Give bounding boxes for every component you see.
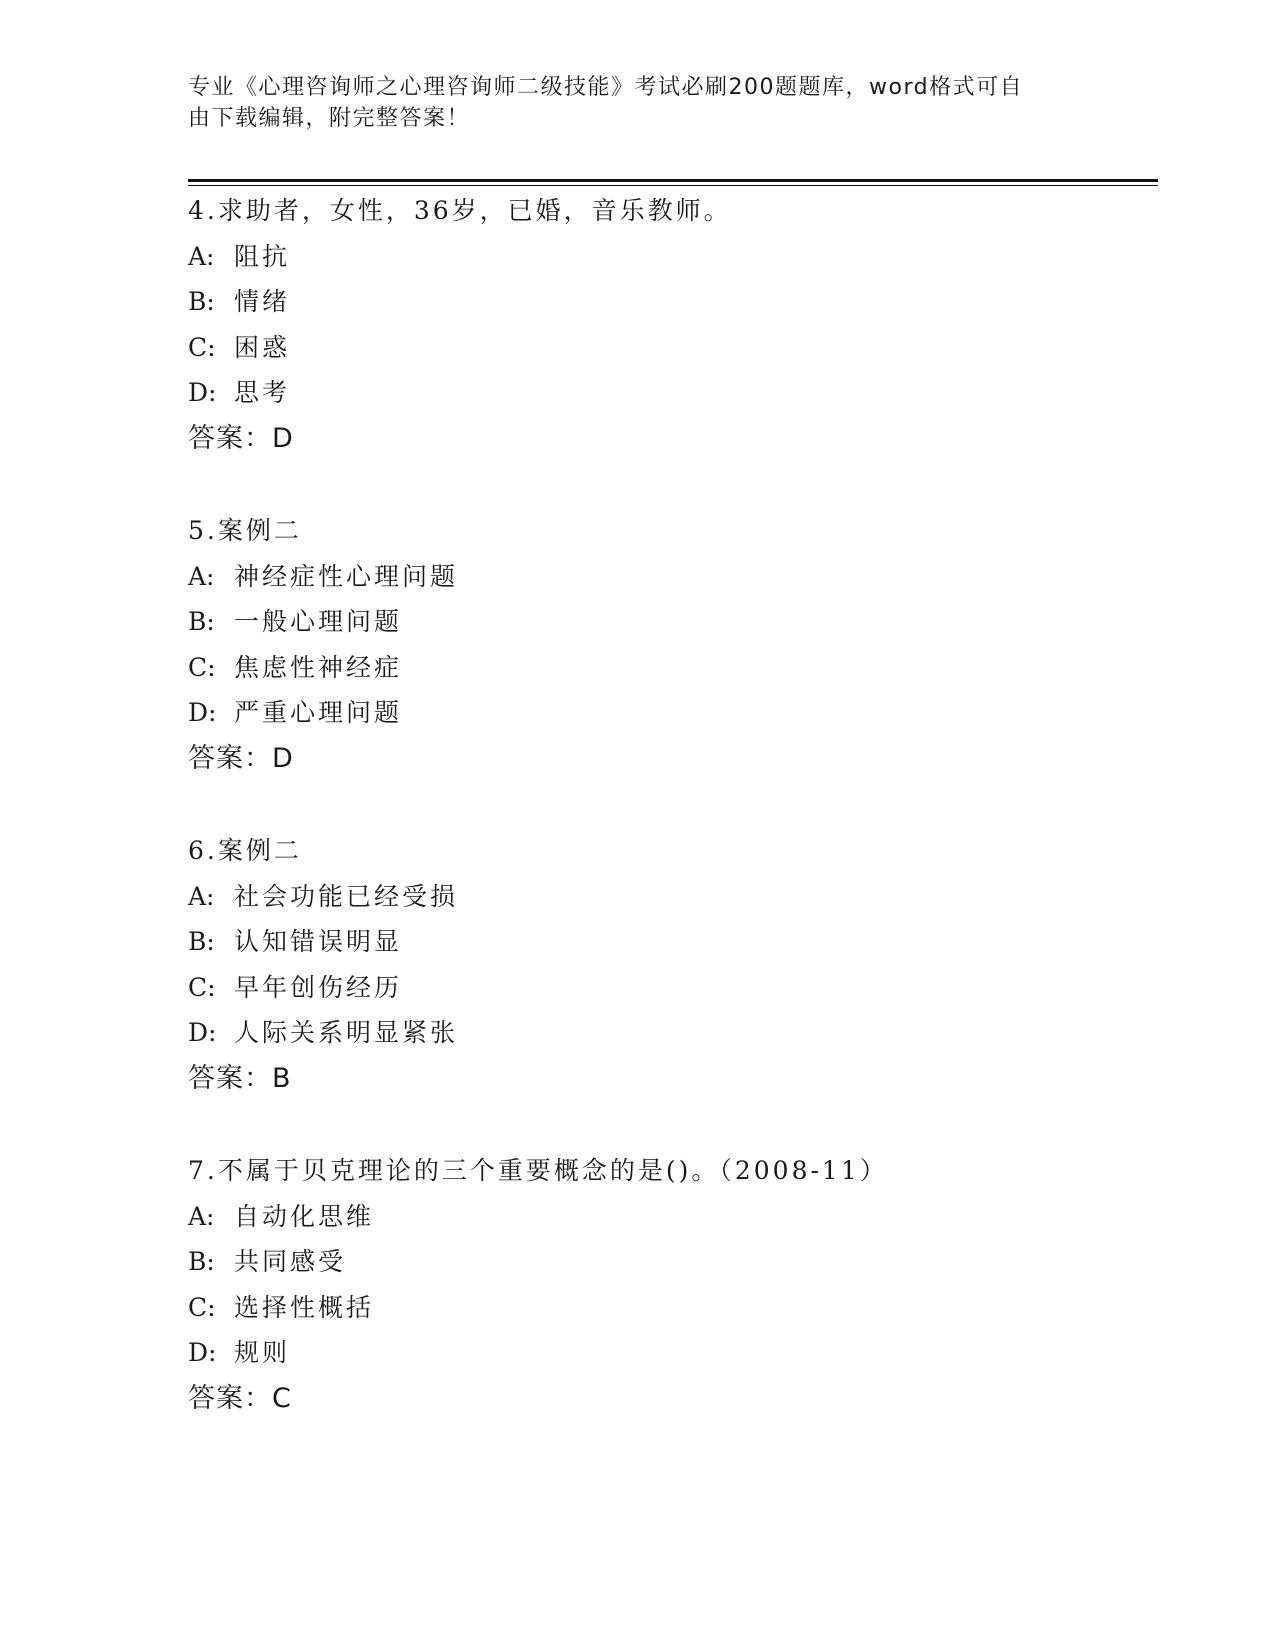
option-letter: D: xyxy=(188,378,217,407)
option-text: 认知错误明显 xyxy=(234,927,403,956)
option-text: 一般心理问题 xyxy=(234,607,403,636)
option-text: 思考 xyxy=(234,378,291,407)
answer-line: 答案：B xyxy=(188,1062,292,1094)
option-letter: A: xyxy=(188,561,215,591)
option-text: 困惑 xyxy=(234,332,291,362)
question-4 xyxy=(188,188,1148,461)
option-text: 情绪 xyxy=(234,287,291,316)
option-text: 神经症性心理问题 xyxy=(234,561,459,591)
option-letter: C: xyxy=(188,1292,216,1322)
option-c xyxy=(188,965,1148,1011)
option-letter: B: xyxy=(188,287,215,316)
question-stem: 6.案例二 xyxy=(188,836,302,865)
option-letter: A: xyxy=(188,241,215,271)
option-letter: D: xyxy=(188,698,217,727)
document-header xyxy=(188,72,1068,134)
option-letter: D: xyxy=(188,1018,217,1047)
option-text: 严重心理问题 xyxy=(234,698,403,727)
option-text: 焦虑性神经症 xyxy=(234,652,403,682)
question-stem: 5.案例二 xyxy=(188,516,302,545)
option-d xyxy=(188,1010,1148,1056)
option-letter: B: xyxy=(188,607,215,636)
option-a xyxy=(188,1194,1148,1240)
option-text: 阻抗 xyxy=(234,241,291,271)
option-b xyxy=(188,599,1148,645)
header-line-1: 专业《心理咨询师之心理咨询师二级技能》考试必刷200题题库，word格式可自 xyxy=(188,75,1024,100)
option-d xyxy=(188,370,1148,416)
option-a xyxy=(188,234,1148,280)
option-a xyxy=(188,874,1148,920)
option-b xyxy=(188,1239,1148,1285)
option-c xyxy=(188,645,1148,691)
option-b xyxy=(188,919,1148,965)
option-c xyxy=(188,1285,1148,1331)
option-letter: A: xyxy=(188,1201,215,1231)
option-letter: B: xyxy=(188,1247,215,1276)
option-letter: A: xyxy=(188,881,215,911)
header-divider-thick xyxy=(188,179,1158,182)
option-b xyxy=(188,279,1148,325)
option-text: 早年创伤经历 xyxy=(234,972,403,1002)
option-text: 自动化思维 xyxy=(234,1201,375,1231)
answer-line: 答案：D xyxy=(188,422,294,454)
option-text: 选择性概括 xyxy=(234,1292,375,1322)
question-5 xyxy=(188,508,1148,781)
option-d xyxy=(188,1330,1148,1376)
answer-line: 答案：D xyxy=(188,742,294,774)
question-list xyxy=(188,188,1148,1468)
option-letter: C: xyxy=(188,972,216,1002)
option-text: 人际关系明显紧张 xyxy=(234,1018,459,1047)
question-7 xyxy=(188,1148,1148,1421)
option-text: 社会功能已经受损 xyxy=(234,881,459,911)
option-d xyxy=(188,690,1148,736)
option-letter: C: xyxy=(188,332,216,362)
answer-line: 答案：C xyxy=(188,1382,292,1414)
header-divider-thin xyxy=(188,185,1158,186)
question-6 xyxy=(188,828,1148,1101)
option-text: 共同感受 xyxy=(234,1247,347,1276)
option-text: 规则 xyxy=(234,1338,291,1367)
option-a xyxy=(188,554,1148,600)
option-letter: C: xyxy=(188,652,216,682)
question-stem: 4.求助者，女性，36岁，已婚，音乐教师。 xyxy=(188,196,732,225)
option-letter: D: xyxy=(188,1338,217,1367)
option-letter: B: xyxy=(188,927,215,956)
question-stem: 7.不属于贝克理论的三个重要概念的是()。（2008-11） xyxy=(188,1156,888,1185)
option-c xyxy=(188,325,1148,371)
header-line-2: 由下载编辑，附完整答案！ xyxy=(188,106,471,131)
